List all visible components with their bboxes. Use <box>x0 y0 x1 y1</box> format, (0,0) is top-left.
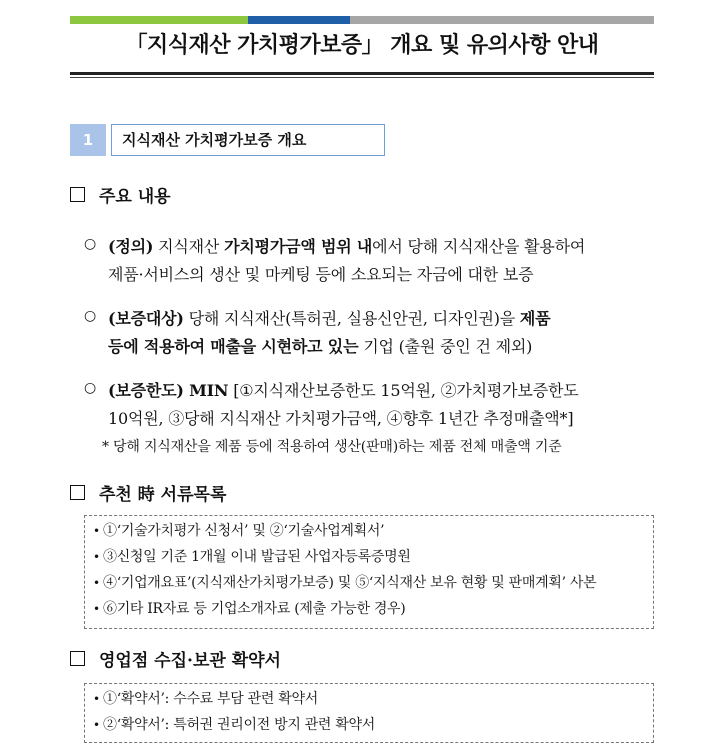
heading-documents <box>70 480 226 505</box>
bullet-dot-icon: • <box>93 602 100 616</box>
list-item-text: ⑥기타 IR자료 등 기업소개자료 (제출 가능한 경우) <box>103 601 406 617</box>
item-definition-label: (정의) <box>108 237 154 256</box>
heading-main-content <box>70 182 171 207</box>
footnote: * 당해 지식재산을 제품 등에 적용하여 생산(판매)하는 제품 전체 매출액 기준 <box>102 439 562 455</box>
item-target-text-a: 당해 지식재산(특허권, 실용신안권, 디자인권)을 <box>183 309 520 328</box>
checkbox-square-icon <box>70 485 85 500</box>
bullet-dot-icon: • <box>93 550 100 564</box>
item-definition-line1 <box>108 234 585 257</box>
list-item-text: ①‘확약서’: 수수료 부담 관련 확약서 <box>103 691 318 707</box>
item-target-line1 <box>108 306 550 329</box>
bullet-dot-icon: • <box>93 692 100 706</box>
heading-documents-label: 추천 時 서류목록 <box>99 485 227 505</box>
bullet-dot-icon: • <box>93 524 100 538</box>
checkbox-square-icon <box>70 187 85 202</box>
item-target-text-b: 기업 (출원 중인 건 제외) <box>358 337 533 356</box>
heading-agreements-label: 영업점 수집·보관 확약서 <box>99 651 281 671</box>
item-limit-line2: 10억원, ③당해 지식재산 가치평가금액, ④향후 1년간 추정매출액*] <box>108 409 574 428</box>
header-bar-blue <box>248 16 350 24</box>
item-limit-line1 <box>108 378 578 401</box>
list-item <box>85 686 653 712</box>
section-number-badge: 1 <box>70 124 106 156</box>
list-item <box>85 518 653 544</box>
section-title: 지식재산 가치평가보증 개요 <box>111 124 385 156</box>
list-item <box>85 570 653 596</box>
bullet-circle-icon: ○ <box>84 308 97 324</box>
list-item-text: ②‘확약서’: 특허권 권리이전 방지 관련 확약서 <box>103 717 375 733</box>
item-target-line2 <box>108 334 532 357</box>
item-limit-label: (보증한도) MIN <box>108 381 229 400</box>
list-item <box>85 712 653 738</box>
item-definition-line2: 제품·서비스의 생산 및 마케팅 등에 소요되는 자금에 대한 보증 <box>108 265 534 284</box>
heading-agreements <box>70 646 281 671</box>
header-bar-gray <box>350 16 654 24</box>
list-item-text: ①‘기술가치평가 신청서’ 및 ②‘기술사업계획서’ <box>103 523 385 539</box>
item-target-emphasis-b: 등에 적용하여 매출을 시현하고 있는 <box>108 337 359 356</box>
page-title: 「지식재산 가치평가보증」 개요 및 유의사항 안내 <box>125 33 599 58</box>
item-definition-text-a: 지식재산 <box>153 237 225 256</box>
heading-main-content-label: 주요 내용 <box>99 187 171 207</box>
title-divider-thin <box>70 77 654 78</box>
list-item <box>85 544 653 570</box>
list-item-text: ③신청일 기준 1개월 이내 발급된 사업자등록증명원 <box>103 549 411 565</box>
checkbox-square-icon <box>70 651 85 666</box>
item-target-emphasis-a: 제품 <box>519 309 551 328</box>
agreements-list-box <box>84 683 654 743</box>
documents-list-box <box>84 515 654 629</box>
bullet-circle-icon: ○ <box>84 380 97 396</box>
item-definition-text-b: 에서 당해 지식재산을 활용하여 <box>372 237 586 256</box>
bullet-dot-icon: • <box>93 576 100 590</box>
list-item-text: ④‘기업개요표’(지식재산가치평가보증) 및 ⑤‘지식재산 보유 현황 및 판매계획’ 사본 <box>103 575 597 591</box>
bullet-dot-icon: • <box>93 718 100 732</box>
item-target-label: (보증대상) <box>108 309 184 328</box>
header-bar-green <box>70 16 248 24</box>
item-definition-emphasis: 가치평가금액 범위 내 <box>224 237 373 256</box>
bullet-circle-icon: ○ <box>84 236 97 252</box>
list-item <box>85 596 653 622</box>
title-divider <box>70 72 654 75</box>
header-color-bar <box>70 16 654 24</box>
item-limit-text-a: [①지식재산보증한도 15억원, ②가치평가보증한도 <box>228 381 579 400</box>
